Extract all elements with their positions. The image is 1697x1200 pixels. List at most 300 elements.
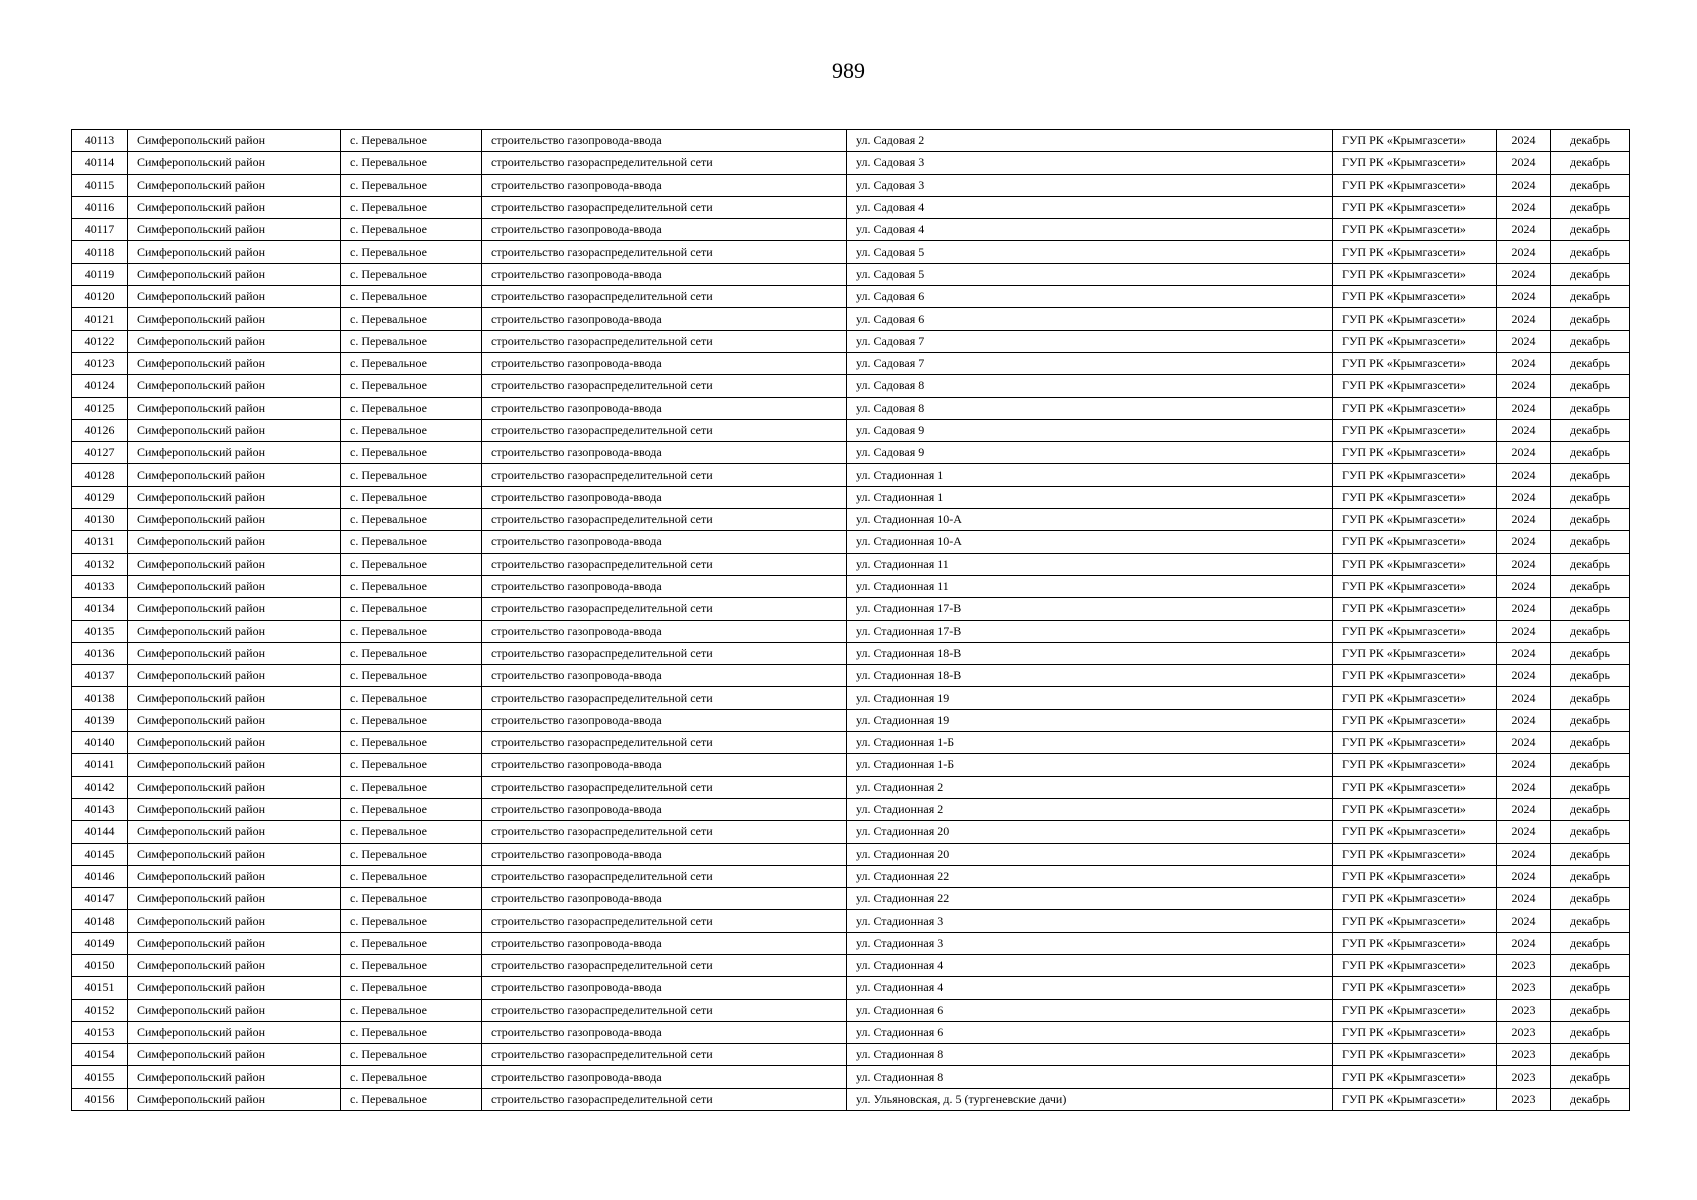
work-type-cell: строительство газораспределительной сети [482, 419, 847, 441]
settlement-cell: с. Перевальное [341, 865, 482, 887]
settlement-cell: с. Перевальное [341, 798, 482, 820]
year-cell: 2024 [1497, 776, 1551, 798]
row-number-cell: 40131 [72, 531, 128, 553]
settlement-cell: с. Перевальное [341, 843, 482, 865]
address-cell: ул. Стадионная 6 [847, 999, 1333, 1021]
table-row [72, 397, 1630, 419]
district-cell: Симферопольский район [128, 375, 341, 397]
organization-cell: ГУП РК «Крымгазсети» [1333, 464, 1497, 486]
organization-cell: ГУП РК «Крымгазсети» [1333, 687, 1497, 709]
settlement-cell: с. Перевальное [341, 130, 482, 152]
month-cell: декабрь [1551, 865, 1630, 887]
month-cell: декабрь [1551, 509, 1630, 531]
settlement-cell: с. Перевальное [341, 531, 482, 553]
address-cell: ул. Стадионная 20 [847, 821, 1333, 843]
address-cell: ул. Стадионная 1 [847, 464, 1333, 486]
district-cell: Симферопольский район [128, 1044, 341, 1066]
address-cell: ул. Садовая 9 [847, 419, 1333, 441]
table-row [72, 509, 1630, 531]
settlement-cell: с. Перевальное [341, 665, 482, 687]
work-type-cell: строительство газораспределительной сети [482, 553, 847, 575]
work-type-cell: строительство газопровода-ввода [482, 932, 847, 954]
row-number-cell: 40143 [72, 798, 128, 820]
table-row [72, 932, 1630, 954]
district-cell: Симферопольский район [128, 286, 341, 308]
district-cell: Симферопольский район [128, 665, 341, 687]
work-type-cell: строительство газораспределительной сети [482, 241, 847, 263]
year-cell: 2023 [1497, 954, 1551, 976]
settlement-cell: с. Перевальное [341, 464, 482, 486]
work-type-cell: строительство газораспределительной сети [482, 375, 847, 397]
work-type-cell: строительство газораспределительной сети [482, 732, 847, 754]
month-cell: декабрь [1551, 174, 1630, 196]
organization-cell: ГУП РК «Крымгазсети» [1333, 598, 1497, 620]
organization-cell: ГУП РК «Крымгазсети» [1333, 352, 1497, 374]
year-cell: 2024 [1497, 798, 1551, 820]
month-cell: декабрь [1551, 776, 1630, 798]
settlement-cell: с. Перевальное [341, 509, 482, 531]
settlement-cell: с. Перевальное [341, 442, 482, 464]
district-cell: Симферопольский район [128, 821, 341, 843]
month-cell: декабрь [1551, 219, 1630, 241]
address-cell: ул. Стадионная 19 [847, 709, 1333, 731]
organization-cell: ГУП РК «Крымгазсети» [1333, 709, 1497, 731]
settlement-cell: с. Перевальное [341, 888, 482, 910]
work-type-cell: строительство газораспределительной сети [482, 1044, 847, 1066]
month-cell: декабрь [1551, 598, 1630, 620]
district-cell: Симферопольский район [128, 196, 341, 218]
table-row [72, 130, 1630, 152]
table-row [72, 575, 1630, 597]
table-row [72, 888, 1630, 910]
organization-cell: ГУП РК «Крымгазсети» [1333, 442, 1497, 464]
address-cell: ул. Стадионная 17-В [847, 620, 1333, 642]
organization-cell: ГУП РК «Крымгазсети» [1333, 330, 1497, 352]
organization-cell: ГУП РК «Крымгазсети» [1333, 732, 1497, 754]
year-cell: 2024 [1497, 843, 1551, 865]
work-type-cell: строительство газопровода-ввода [482, 575, 847, 597]
row-number-cell: 40141 [72, 754, 128, 776]
district-cell: Симферопольский район [128, 486, 341, 508]
settlement-cell: с. Перевальное [341, 575, 482, 597]
organization-cell: ГУП РК «Крымгазсети» [1333, 888, 1497, 910]
district-cell: Симферопольский район [128, 352, 341, 374]
address-cell: ул. Стадионная 1-Б [847, 754, 1333, 776]
table-row [72, 464, 1630, 486]
organization-cell: ГУП РК «Крымгазсети» [1333, 843, 1497, 865]
district-cell: Симферопольский район [128, 865, 341, 887]
month-cell: декабрь [1551, 687, 1630, 709]
district-cell: Симферопольский район [128, 241, 341, 263]
row-number-cell: 40117 [72, 219, 128, 241]
work-type-cell: строительство газопровода-ввода [482, 665, 847, 687]
month-cell: декабрь [1551, 977, 1630, 999]
table-row [72, 620, 1630, 642]
organization-cell: ГУП РК «Крымгазсети» [1333, 286, 1497, 308]
month-cell: декабрь [1551, 798, 1630, 820]
district-cell: Симферопольский район [128, 152, 341, 174]
year-cell: 2024 [1497, 598, 1551, 620]
address-cell: ул. Стадионная 19 [847, 687, 1333, 709]
settlement-cell: с. Перевальное [341, 486, 482, 508]
address-cell: ул. Стадионная 1 [847, 486, 1333, 508]
district-cell: Симферопольский район [128, 308, 341, 330]
organization-cell: ГУП РК «Крымгазсети» [1333, 1066, 1497, 1088]
month-cell: декабрь [1551, 754, 1630, 776]
table-row [72, 531, 1630, 553]
table-row [72, 308, 1630, 330]
work-type-cell: строительство газопровода-ввода [482, 1021, 847, 1043]
row-number-cell: 40151 [72, 977, 128, 999]
district-cell: Симферопольский район [128, 464, 341, 486]
organization-cell: ГУП РК «Крымгазсети» [1333, 308, 1497, 330]
district-cell: Симферопольский район [128, 732, 341, 754]
organization-cell: ГУП РК «Крымгазсети» [1333, 196, 1497, 218]
work-type-cell: строительство газораспределительной сети [482, 598, 847, 620]
year-cell: 2024 [1497, 152, 1551, 174]
address-cell: ул. Стадионная 11 [847, 575, 1333, 597]
district-cell: Симферопольский район [128, 1088, 341, 1110]
table-row [72, 776, 1630, 798]
row-number-cell: 40128 [72, 464, 128, 486]
work-type-cell: строительство газопровода-ввода [482, 709, 847, 731]
row-number-cell: 40125 [72, 397, 128, 419]
table-row [72, 865, 1630, 887]
address-cell: ул. Стадионная 22 [847, 865, 1333, 887]
settlement-cell: с. Перевальное [341, 732, 482, 754]
organization-cell: ГУП РК «Крымгазсети» [1333, 419, 1497, 441]
month-cell: декабрь [1551, 843, 1630, 865]
settlement-cell: с. Перевальное [341, 709, 482, 731]
year-cell: 2024 [1497, 910, 1551, 932]
organization-cell: ГУП РК «Крымгазсети» [1333, 798, 1497, 820]
month-cell: декабрь [1551, 241, 1630, 263]
address-cell: ул. Садовая 2 [847, 130, 1333, 152]
organization-cell: ГУП РК «Крымгазсети» [1333, 174, 1497, 196]
table-row [72, 196, 1630, 218]
work-type-cell: строительство газораспределительной сети [482, 152, 847, 174]
address-cell: ул. Стадионная 17-В [847, 598, 1333, 620]
work-type-cell: строительство газораспределительной сети [482, 464, 847, 486]
month-cell: декабрь [1551, 531, 1630, 553]
organization-cell: ГУП РК «Крымгазсети» [1333, 954, 1497, 976]
month-cell: декабрь [1551, 732, 1630, 754]
row-number-cell: 40121 [72, 308, 128, 330]
year-cell: 2024 [1497, 754, 1551, 776]
table-row [72, 241, 1630, 263]
row-number-cell: 40127 [72, 442, 128, 464]
settlement-cell: с. Перевальное [341, 687, 482, 709]
district-cell: Симферопольский район [128, 330, 341, 352]
work-type-cell: строительство газопровода-ввода [482, 442, 847, 464]
district-cell: Симферопольский район [128, 843, 341, 865]
row-number-cell: 40129 [72, 486, 128, 508]
year-cell: 2024 [1497, 687, 1551, 709]
table-row [72, 553, 1630, 575]
work-type-cell: строительство газораспределительной сети [482, 821, 847, 843]
settlement-cell: с. Перевальное [341, 241, 482, 263]
address-cell: ул. Садовая 5 [847, 241, 1333, 263]
address-cell: ул. Стадионная 18-В [847, 642, 1333, 664]
work-type-cell: строительство газопровода-ввода [482, 219, 847, 241]
month-cell: декабрь [1551, 620, 1630, 642]
work-type-cell: строительство газопровода-ввода [482, 754, 847, 776]
page-number: 989 [832, 58, 865, 83]
table-row [72, 732, 1630, 754]
address-cell: ул. Стадионная 3 [847, 932, 1333, 954]
year-cell: 2024 [1497, 888, 1551, 910]
address-cell: ул. Стадионная 2 [847, 776, 1333, 798]
month-cell: декабрь [1551, 375, 1630, 397]
work-type-cell: строительство газопровода-ввода [482, 531, 847, 553]
address-cell: ул. Садовая 6 [847, 308, 1333, 330]
month-cell: декабрь [1551, 152, 1630, 174]
row-number-cell: 40138 [72, 687, 128, 709]
work-type-cell: строительство газораспределительной сети [482, 954, 847, 976]
district-cell: Симферопольский район [128, 1021, 341, 1043]
table-row [72, 821, 1630, 843]
month-cell: декабрь [1551, 330, 1630, 352]
organization-cell: ГУП РК «Крымгазсети» [1333, 486, 1497, 508]
address-cell: ул. Садовая 3 [847, 152, 1333, 174]
month-cell: декабрь [1551, 954, 1630, 976]
table-row [72, 375, 1630, 397]
row-number-cell: 40115 [72, 174, 128, 196]
settlement-cell: с. Перевальное [341, 553, 482, 575]
settlement-cell: с. Перевальное [341, 196, 482, 218]
year-cell: 2024 [1497, 286, 1551, 308]
district-cell: Симферопольский район [128, 932, 341, 954]
organization-cell: ГУП РК «Крымгазсети» [1333, 263, 1497, 285]
row-number-cell: 40144 [72, 821, 128, 843]
organization-cell: ГУП РК «Крымгазсети» [1333, 152, 1497, 174]
year-cell: 2024 [1497, 553, 1551, 575]
address-cell: ул. Стадионная 11 [847, 553, 1333, 575]
month-cell: декабрь [1551, 130, 1630, 152]
settlement-cell: с. Перевальное [341, 1066, 482, 1088]
year-cell: 2023 [1497, 977, 1551, 999]
organization-cell: ГУП РК «Крымгазсети» [1333, 776, 1497, 798]
row-number-cell: 40140 [72, 732, 128, 754]
row-number-cell: 40120 [72, 286, 128, 308]
organization-cell: ГУП РК «Крымгазсети» [1333, 241, 1497, 263]
year-cell: 2024 [1497, 196, 1551, 218]
organization-cell: ГУП РК «Крымгазсети» [1333, 821, 1497, 843]
work-type-cell: строительство газораспределительной сети [482, 509, 847, 531]
organization-cell: ГУП РК «Крымгазсети» [1333, 531, 1497, 553]
district-cell: Симферопольский район [128, 888, 341, 910]
address-cell: ул. Ульяновская, д. 5 (тургеневские дачи) [847, 1088, 1333, 1110]
row-number-cell: 40150 [72, 954, 128, 976]
address-cell: ул. Садовая 8 [847, 375, 1333, 397]
settlement-cell: с. Перевальное [341, 642, 482, 664]
organization-cell: ГУП РК «Крымгазсети» [1333, 130, 1497, 152]
month-cell: декабрь [1551, 821, 1630, 843]
row-number-cell: 40152 [72, 999, 128, 1021]
district-cell: Симферопольский район [128, 419, 341, 441]
table-row [72, 598, 1630, 620]
row-number-cell: 40148 [72, 910, 128, 932]
organization-cell: ГУП РК «Крымгазсети» [1333, 1021, 1497, 1043]
settlement-cell: с. Перевальное [341, 1044, 482, 1066]
address-cell: ул. Стадионная 2 [847, 798, 1333, 820]
month-cell: декабрь [1551, 263, 1630, 285]
work-type-cell: строительство газораспределительной сети [482, 865, 847, 887]
table-row [72, 910, 1630, 932]
table-row [72, 999, 1630, 1021]
year-cell: 2024 [1497, 375, 1551, 397]
row-number-cell: 40132 [72, 553, 128, 575]
settlement-cell: с. Перевальное [341, 999, 482, 1021]
year-cell: 2024 [1497, 352, 1551, 374]
district-cell: Симферопольский район [128, 397, 341, 419]
district-cell: Симферопольский район [128, 531, 341, 553]
table-row [72, 954, 1630, 976]
district-cell: Симферопольский район [128, 954, 341, 976]
district-cell: Симферопольский район [128, 687, 341, 709]
district-cell: Симферопольский район [128, 642, 341, 664]
settlement-cell: с. Перевальное [341, 174, 482, 196]
table-row [72, 1066, 1630, 1088]
year-cell: 2023 [1497, 999, 1551, 1021]
year-cell: 2024 [1497, 642, 1551, 664]
row-number-cell: 40154 [72, 1044, 128, 1066]
address-cell: ул. Стадионная 20 [847, 843, 1333, 865]
table-row [72, 1021, 1630, 1043]
address-cell: ул. Стадионная 8 [847, 1066, 1333, 1088]
work-type-cell: строительство газопровода-ввода [482, 620, 847, 642]
table-row [72, 843, 1630, 865]
row-number-cell: 40149 [72, 932, 128, 954]
row-number-cell: 40119 [72, 263, 128, 285]
month-cell: декабрь [1551, 397, 1630, 419]
district-cell: Симферопольский район [128, 553, 341, 575]
organization-cell: ГУП РК «Крымгазсети» [1333, 999, 1497, 1021]
table-row [72, 687, 1630, 709]
year-cell: 2024 [1497, 174, 1551, 196]
work-type-cell: строительство газопровода-ввода [482, 1066, 847, 1088]
row-number-cell: 40137 [72, 665, 128, 687]
address-cell: ул. Садовая 4 [847, 196, 1333, 218]
district-cell: Симферопольский район [128, 977, 341, 999]
work-type-cell: строительство газопровода-ввода [482, 486, 847, 508]
work-type-cell: строительство газопровода-ввода [482, 977, 847, 999]
work-type-cell: строительство газораспределительной сети [482, 642, 847, 664]
settlement-cell: с. Перевальное [341, 620, 482, 642]
work-type-cell: строительство газораспределительной сети [482, 196, 847, 218]
district-cell: Симферопольский район [128, 598, 341, 620]
row-number-cell: 40136 [72, 642, 128, 664]
table-row [72, 665, 1630, 687]
work-type-cell: строительство газопровода-ввода [482, 843, 847, 865]
year-cell: 2024 [1497, 665, 1551, 687]
district-cell: Симферопольский район [128, 219, 341, 241]
settlement-cell: с. Перевальное [341, 375, 482, 397]
settlement-cell: с. Перевальное [341, 219, 482, 241]
month-cell: декабрь [1551, 932, 1630, 954]
year-cell: 2024 [1497, 263, 1551, 285]
row-number-cell: 40155 [72, 1066, 128, 1088]
month-cell: декабрь [1551, 553, 1630, 575]
year-cell: 2024 [1497, 575, 1551, 597]
month-cell: декабрь [1551, 286, 1630, 308]
month-cell: декабрь [1551, 999, 1630, 1021]
district-cell: Симферопольский район [128, 1066, 341, 1088]
month-cell: декабрь [1551, 419, 1630, 441]
organization-cell: ГУП РК «Крымгазсети» [1333, 910, 1497, 932]
month-cell: декабрь [1551, 1066, 1630, 1088]
row-number-cell: 40142 [72, 776, 128, 798]
settlement-cell: с. Перевальное [341, 776, 482, 798]
address-cell: ул. Садовая 4 [847, 219, 1333, 241]
district-cell: Симферопольский район [128, 776, 341, 798]
organization-cell: ГУП РК «Крымгазсети» [1333, 865, 1497, 887]
table-row [72, 286, 1630, 308]
row-number-cell: 40133 [72, 575, 128, 597]
row-number-cell: 40116 [72, 196, 128, 218]
month-cell: декабрь [1551, 642, 1630, 664]
district-cell: Симферопольский район [128, 442, 341, 464]
address-cell: ул. Садовая 5 [847, 263, 1333, 285]
row-number-cell: 40147 [72, 888, 128, 910]
district-cell: Симферопольский район [128, 263, 341, 285]
district-cell: Симферопольский район [128, 174, 341, 196]
year-cell: 2024 [1497, 732, 1551, 754]
district-cell: Симферопольский район [128, 509, 341, 531]
year-cell: 2024 [1497, 241, 1551, 263]
settlement-cell: с. Перевальное [341, 263, 482, 285]
table-row [72, 977, 1630, 999]
year-cell: 2024 [1497, 464, 1551, 486]
address-cell: ул. Стадионная 6 [847, 1021, 1333, 1043]
address-cell: ул. Стадионная 8 [847, 1044, 1333, 1066]
month-cell: декабрь [1551, 575, 1630, 597]
table-row [72, 442, 1630, 464]
settlement-cell: с. Перевальное [341, 910, 482, 932]
table-row [72, 486, 1630, 508]
settlement-cell: с. Перевальное [341, 932, 482, 954]
work-type-cell: строительство газопровода-ввода [482, 798, 847, 820]
district-cell: Симферопольский район [128, 798, 341, 820]
work-type-cell: строительство газораспределительной сети [482, 330, 847, 352]
settlement-cell: с. Перевальное [341, 1021, 482, 1043]
address-cell: ул. Стадионная 4 [847, 977, 1333, 999]
month-cell: декабрь [1551, 665, 1630, 687]
table-body [72, 130, 1630, 1111]
work-type-cell: строительство газопровода-ввода [482, 888, 847, 910]
month-cell: декабрь [1551, 196, 1630, 218]
district-cell: Симферопольский район [128, 709, 341, 731]
work-type-cell: строительство газораспределительной сети [482, 910, 847, 932]
organization-cell: ГУП РК «Крымгазсети» [1333, 375, 1497, 397]
organization-cell: ГУП РК «Крымгазсети» [1333, 620, 1497, 642]
address-cell: ул. Стадионная 3 [847, 910, 1333, 932]
row-number-cell: 40153 [72, 1021, 128, 1043]
month-cell: декабрь [1551, 910, 1630, 932]
row-number-cell: 40124 [72, 375, 128, 397]
district-cell: Симферопольский район [128, 754, 341, 776]
organization-cell: ГУП РК «Крымгазсети» [1333, 397, 1497, 419]
organization-cell: ГУП РК «Крымгазсети» [1333, 932, 1497, 954]
settlement-cell: с. Перевальное [341, 598, 482, 620]
organization-cell: ГУП РК «Крымгазсети» [1333, 219, 1497, 241]
address-cell: ул. Садовая 3 [847, 174, 1333, 196]
year-cell: 2024 [1497, 219, 1551, 241]
month-cell: декабрь [1551, 442, 1630, 464]
address-cell: ул. Стадионная 1-Б [847, 732, 1333, 754]
month-cell: декабрь [1551, 1021, 1630, 1043]
work-type-cell: строительство газопровода-ввода [482, 174, 847, 196]
